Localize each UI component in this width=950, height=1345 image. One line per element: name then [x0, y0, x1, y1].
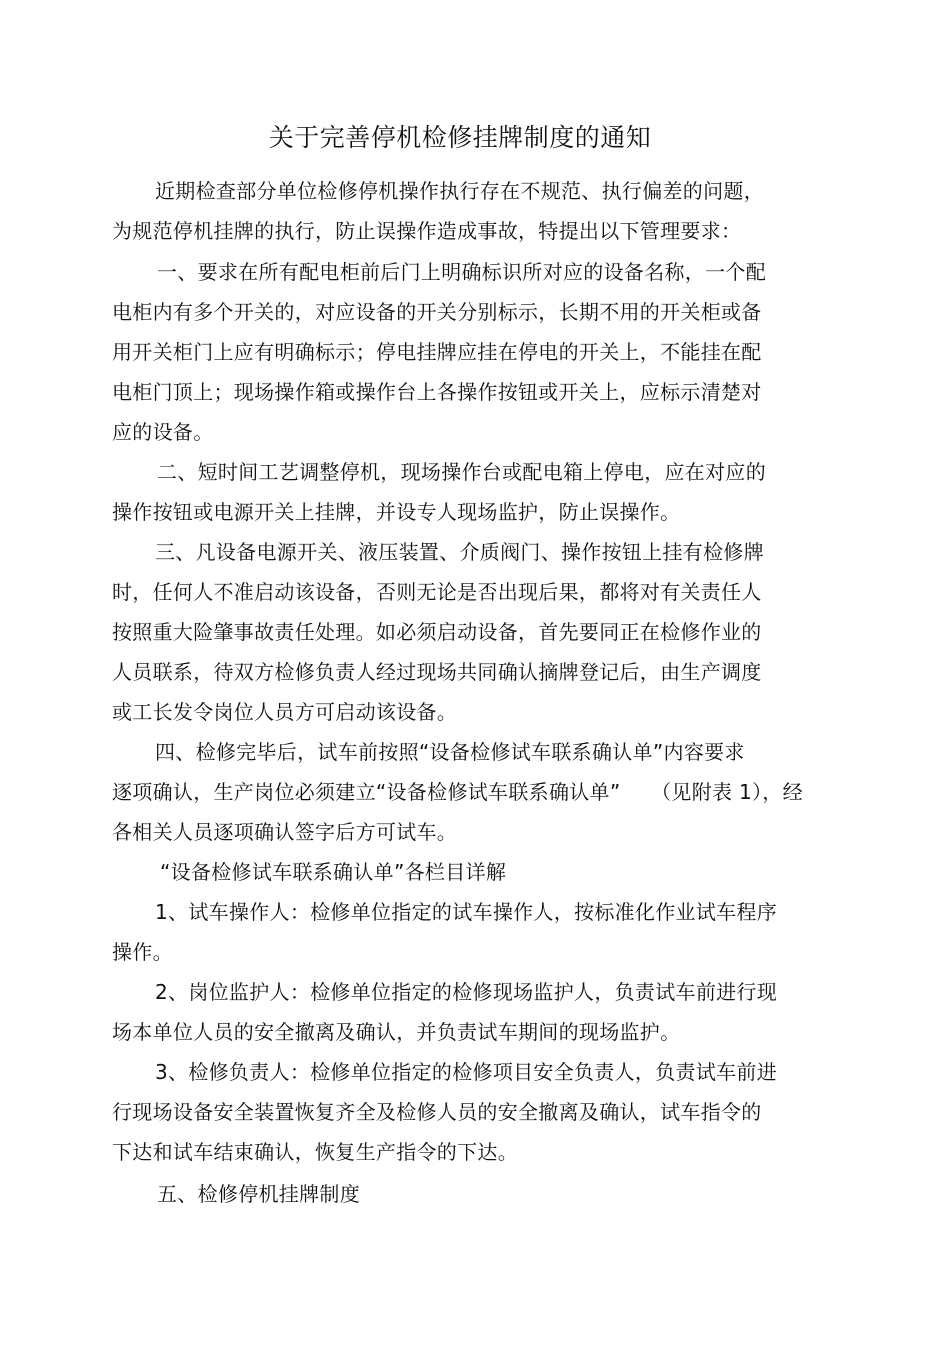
section-2-line-1: 二、短时间工艺调整停机，现场操作台或配电箱上停电，应在对应的 [157, 460, 766, 484]
section-3-line-5: 或工长发令岗位人员方可启动该设备。 [112, 700, 458, 724]
section-4-line-3: 各相关人员逐项确认签字后方可试车。 [112, 820, 458, 844]
section-1-line-1: 一、要求在所有配电柜前后门上明确标识所对应的设备名称，一个配 [157, 260, 766, 284]
section-4-line-1: 四、检修完毕后，试车前按照“设备检修试车联系确认单”内容要求 [155, 740, 745, 764]
intro-line-1: 近期检查部分单位检修停机操作执行存在不规范、执行偏差的问题， [155, 179, 764, 203]
detail-3-line-1: 3、检修负责人：检修单位指定的检修项目安全负责人，负责试车前进 [155, 1060, 778, 1084]
section-3-line-1: 三、凡设备电源开关、液压装置、介质阀门、操作按钮上挂有检修牌 [155, 540, 764, 564]
section-3-line-3: 按照重大险肇事故责任处理。如必须启动设备，首先要同正在检修作业的 [112, 620, 762, 644]
section-1-line-3: 用开关柜门上应有明确标示；停电挂牌应挂在停电的开关上，不能挂在配 [112, 340, 762, 364]
section-1-line-2: 电柜内有多个开关的，对应设备的开关分别标示，长期不用的开关柜或备 [112, 300, 762, 324]
detail-1-line-2: 操作。 [112, 940, 173, 964]
detail-2-line-2: 场本单位人员的安全撤离及确认，并负责试车期间的现场监护。 [112, 1020, 681, 1044]
form-detail-heading: “设备检修试车联系确认单”各栏目详解 [160, 860, 507, 884]
document-title: 关于完善停机检修挂牌制度的通知 [268, 123, 652, 152]
detail-1-line-1: 1、试车操作人：检修单位指定的试车操作人，按标准化作业试车程序 [155, 900, 778, 924]
section-1-line-5: 应的设备。 [112, 420, 214, 444]
detail-3-line-3: 下达和试车结束确认，恢复生产指令的下达。 [112, 1140, 518, 1164]
section-3-line-2: 时，任何人不准启动该设备，否则无论是否出现后果，都将对有关责任人 [112, 580, 762, 604]
detail-2-line-1: 2、岗位监护人：检修单位指定的检修现场监护人，负责试车前进行现 [155, 980, 778, 1004]
section-3-line-4: 人员联系，待双方检修负责人经过现场共同确认摘牌登记后，由生产调度 [112, 660, 762, 684]
section-1-line-4: 电柜门顶上；现场操作箱或操作台上各操作按钮或开关上，应标示清楚对 [112, 380, 762, 404]
intro-line-2: 为规范停机挂牌的执行，防止误操作造成事故，特提出以下管理要求： [112, 219, 742, 243]
section-4-line-2: 逐项确认，生产岗位必须建立“设备检修试车联系确认单” （见附表 1），经 [112, 780, 803, 804]
section-5-heading: 五、检修停机挂牌制度 [157, 1182, 360, 1206]
section-2-line-2: 操作按钮或电源开关上挂牌，并设专人现场监护，防止误操作。 [112, 500, 681, 524]
detail-3-line-2: 行现场设备安全装置恢复齐全及检修人员的安全撤离及确认，试车指令的 [112, 1100, 762, 1124]
